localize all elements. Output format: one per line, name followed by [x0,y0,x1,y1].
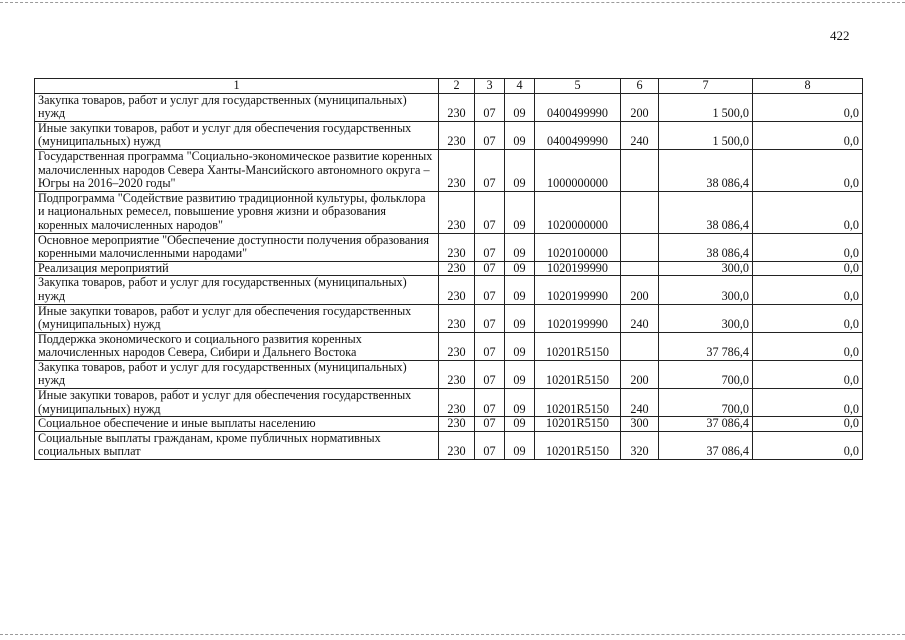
row-value-cell: 300 [621,417,659,432]
row-name-cell: Иные закупки товаров, работ и услуг для обеспечения государственных (муниципальных) нужд [35,304,439,332]
row-value-cell: 0,0 [753,304,863,332]
column-header: 8 [753,79,863,94]
row-value-cell: 230 [439,417,475,432]
column-header: 6 [621,79,659,94]
table-row [35,304,863,332]
row-value-cell: 07 [475,261,505,276]
row-name-cell: Иные закупки товаров, работ и услуг для обеспечения государственных (муниципальных) нужд [35,121,439,149]
row-value-cell: 300,0 [659,304,753,332]
row-value-cell: 07 [475,276,505,304]
page-number: 422 [830,28,850,43]
row-value-cell: 1020199990 [535,304,621,332]
row-name-cell: Иные закупки товаров, работ и услуг для обеспечения государственных (муниципальных) нужд [35,389,439,417]
table-row [35,261,863,276]
row-value-cell: 230 [439,149,475,191]
row-name-cell: Закупка товаров, работ и услуг для государственных (муниципальных) нужд [35,93,439,121]
row-value-cell: 37 086,4 [659,417,753,432]
row-value-cell: 37 786,4 [659,332,753,360]
row-value-cell: 1000000000 [535,149,621,191]
row-value-cell: 0,0 [753,431,863,459]
scan-top-edge [0,2,905,3]
row-value-cell: 0,0 [753,360,863,388]
row-value-cell: 200 [621,276,659,304]
row-value-cell [621,233,659,261]
column-header: 1 [35,79,439,94]
row-name-cell: Закупка товаров, работ и услуг для государственных (муниципальных) нужд [35,276,439,304]
row-value-cell: 10201R5150 [535,431,621,459]
row-value-cell: 0,0 [753,276,863,304]
table-row [35,431,863,459]
table-row [35,121,863,149]
row-value-cell: 0,0 [753,417,863,432]
row-value-cell: 07 [475,332,505,360]
row-value-cell: 10201R5150 [535,417,621,432]
row-value-cell: 230 [439,304,475,332]
row-value-cell: 1020199990 [535,261,621,276]
table-row [35,233,863,261]
row-value-cell: 1020000000 [535,191,621,233]
row-value-cell: 240 [621,121,659,149]
table-row [35,360,863,388]
row-value-cell: 09 [505,304,535,332]
row-name-cell: Социальные выплаты гражданам, кроме публичных нормативных социальных выплат [35,431,439,459]
table-row [35,93,863,121]
row-value-cell: 1020199990 [535,276,621,304]
row-name-cell: Социальное обеспечение и иные выплаты населению [35,417,439,432]
row-value-cell: 07 [475,417,505,432]
row-value-cell: 07 [475,191,505,233]
row-value-cell: 230 [439,332,475,360]
column-header: 4 [505,79,535,94]
row-value-cell: 07 [475,389,505,417]
row-name-cell: Основное мероприятие "Обеспечение доступности получения образования коренными малочисленными народами" [35,233,439,261]
row-value-cell: 300,0 [659,261,753,276]
row-value-cell: 09 [505,93,535,121]
column-header: 3 [475,79,505,94]
row-value-cell: 0,0 [753,191,863,233]
row-value-cell: 230 [439,261,475,276]
table-header-row [35,79,863,94]
row-value-cell: 38 086,4 [659,149,753,191]
row-value-cell: 09 [505,431,535,459]
row-value-cell: 10201R5150 [535,360,621,388]
row-value-cell [621,149,659,191]
table-row [35,149,863,191]
row-value-cell: 1 500,0 [659,121,753,149]
row-value-cell: 09 [505,360,535,388]
row-value-cell: 09 [505,149,535,191]
row-value-cell: 38 086,4 [659,191,753,233]
scan-bottom-edge [0,634,905,635]
row-value-cell: 0,0 [753,389,863,417]
table-row [35,332,863,360]
row-value-cell: 09 [505,332,535,360]
column-header: 5 [535,79,621,94]
row-value-cell: 09 [505,261,535,276]
row-value-cell [621,191,659,233]
row-value-cell: 700,0 [659,389,753,417]
row-value-cell: 320 [621,431,659,459]
row-value-cell: 0400499990 [535,121,621,149]
row-value-cell [621,332,659,360]
row-value-cell: 700,0 [659,360,753,388]
row-value-cell: 10201R5150 [535,332,621,360]
row-value-cell: 1 500,0 [659,93,753,121]
row-name-cell: Подпрограмма "Содействие развитию традиционной культуры, фольклора и национальных ремесел, повышение уровня жизни и образования коренных малочисленных народов" [35,191,439,233]
row-value-cell: 07 [475,121,505,149]
row-value-cell: 230 [439,431,475,459]
row-value-cell: 240 [621,304,659,332]
row-value-cell: 0,0 [753,93,863,121]
row-value-cell: 07 [475,304,505,332]
row-value-cell: 230 [439,93,475,121]
table-row [35,417,863,432]
row-value-cell: 38 086,4 [659,233,753,261]
row-value-cell: 0,0 [753,332,863,360]
row-value-cell: 230 [439,191,475,233]
row-value-cell: 230 [439,389,475,417]
row-value-cell: 0,0 [753,233,863,261]
row-value-cell: 230 [439,276,475,304]
row-value-cell: 230 [439,360,475,388]
row-value-cell: 0,0 [753,149,863,191]
row-value-cell: 1020100000 [535,233,621,261]
row-value-cell: 07 [475,93,505,121]
column-header: 7 [659,79,753,94]
row-value-cell: 300,0 [659,276,753,304]
budget-table [34,78,863,460]
row-value-cell: 07 [475,233,505,261]
row-value-cell: 09 [505,276,535,304]
table-row [35,191,863,233]
row-value-cell: 09 [505,417,535,432]
row-value-cell: 07 [475,360,505,388]
row-name-cell: Реализация мероприятий [35,261,439,276]
row-value-cell: 200 [621,360,659,388]
row-value-cell: 230 [439,121,475,149]
row-name-cell: Закупка товаров, работ и услуг для государственных (муниципальных) нужд [35,360,439,388]
row-value-cell: 230 [439,233,475,261]
row-value-cell: 0,0 [753,121,863,149]
row-value-cell: 09 [505,233,535,261]
column-header: 2 [439,79,475,94]
row-value-cell: 10201R5150 [535,389,621,417]
row-value-cell: 0400499990 [535,93,621,121]
row-value-cell: 07 [475,149,505,191]
row-value-cell: 0,0 [753,261,863,276]
row-value-cell: 240 [621,389,659,417]
row-value-cell: 09 [505,121,535,149]
table-row [35,389,863,417]
row-name-cell: Поддержка экономического и социального развития коренных малочисленных народов Севера, Сибири и Дальнего Востока [35,332,439,360]
row-value-cell: 07 [475,431,505,459]
row-value-cell: 09 [505,389,535,417]
row-value-cell [621,261,659,276]
table-row [35,276,863,304]
row-name-cell: Государственная программа "Социально-экономическое развитие коренных малочисленных народов Севера Ханты-Мансийского автономного округа – Югры на 2016–2020 годы" [35,149,439,191]
row-value-cell: 09 [505,191,535,233]
row-value-cell: 200 [621,93,659,121]
row-value-cell: 37 086,4 [659,431,753,459]
